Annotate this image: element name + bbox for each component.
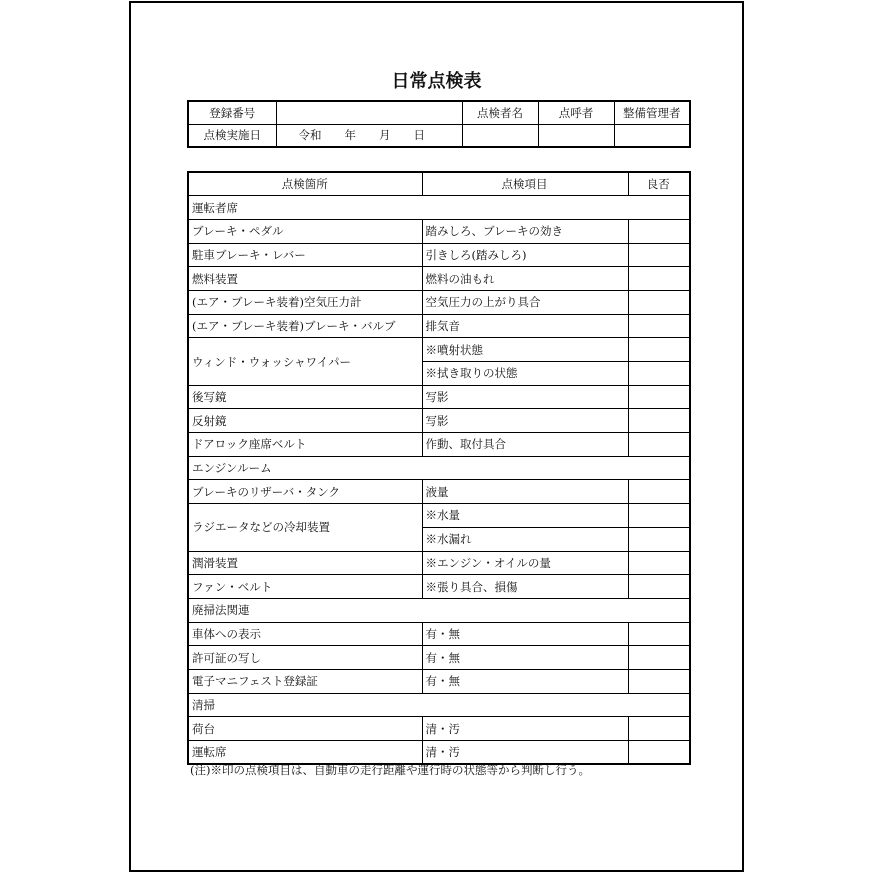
location-cell: ブレーキ・ペダル bbox=[188, 219, 422, 243]
table-row bbox=[188, 646, 690, 670]
item-cell: ※水量 bbox=[422, 504, 628, 528]
result-cell[interactable] bbox=[628, 290, 690, 314]
table-row bbox=[188, 267, 690, 291]
result-cell[interactable] bbox=[628, 314, 690, 338]
item-cell: 作動、取付具合 bbox=[422, 433, 628, 457]
item-cell: 有・無 bbox=[422, 669, 628, 693]
section-row bbox=[188, 196, 690, 220]
table-row bbox=[188, 575, 690, 599]
result-cell[interactable] bbox=[628, 267, 690, 291]
header-row-date bbox=[188, 124, 690, 147]
page-title: 日常点検表 bbox=[391, 71, 482, 92]
table-row bbox=[188, 669, 690, 693]
maintenance-manager-field[interactable] bbox=[614, 124, 690, 147]
item-cell: ※噴射状態 bbox=[422, 338, 628, 362]
inspector-name-label: 点検者名 bbox=[462, 101, 538, 124]
table-row bbox=[188, 338, 690, 362]
item-cell: 液量 bbox=[422, 480, 628, 504]
header-table bbox=[187, 100, 691, 148]
location-cell: 潤滑装置 bbox=[188, 551, 422, 575]
inspection-table bbox=[187, 171, 691, 765]
item-cell: 踏みしろ、ブレーキの効き bbox=[422, 219, 628, 243]
table-row bbox=[188, 504, 690, 528]
column-header-location: 点検箇所 bbox=[188, 172, 422, 196]
maintenance-manager-label: 整備管理者 bbox=[614, 101, 690, 124]
table-row bbox=[188, 551, 690, 575]
result-cell[interactable] bbox=[628, 504, 690, 528]
table-row bbox=[188, 409, 690, 433]
section-label-driver-seat: 運転者席 bbox=[188, 196, 690, 220]
location-cell: ウィンド・ウォッシャワイパー bbox=[188, 338, 422, 385]
table-row bbox=[188, 622, 690, 646]
item-cell: ※拭き取りの状態 bbox=[422, 362, 628, 386]
item-cell: ※エンジン・オイルの量 bbox=[422, 551, 628, 575]
roll-call-field[interactable] bbox=[538, 124, 614, 147]
result-cell[interactable] bbox=[628, 527, 690, 551]
result-cell[interactable] bbox=[628, 362, 690, 386]
section-label-cleaning: 清掃 bbox=[188, 693, 690, 717]
item-cell: 有・無 bbox=[422, 622, 628, 646]
item-cell: 空気圧力の上がり具合 bbox=[422, 290, 628, 314]
item-cell: 燃料の油もれ bbox=[422, 267, 628, 291]
roll-call-label: 点呼者 bbox=[538, 101, 614, 124]
result-cell[interactable] bbox=[628, 575, 690, 599]
table-row bbox=[188, 314, 690, 338]
inspector-name-field[interactable] bbox=[462, 124, 538, 147]
table-row bbox=[188, 433, 690, 457]
table-row bbox=[188, 243, 690, 267]
result-cell[interactable] bbox=[628, 717, 690, 741]
result-cell[interactable] bbox=[628, 741, 690, 765]
location-cell: 後写鏡 bbox=[188, 385, 422, 409]
item-cell: 排気音 bbox=[422, 314, 628, 338]
header-row-registration bbox=[188, 101, 690, 124]
location-cell: ドアロック座席ベルト bbox=[188, 433, 422, 457]
table-row bbox=[188, 290, 690, 314]
location-cell: ラジエータなどの冷却装置 bbox=[188, 504, 422, 551]
section-label-engine-room: エンジンルーム bbox=[188, 456, 690, 480]
item-cell: 引きしろ(踏みしろ) bbox=[422, 243, 628, 267]
location-cell: 反射鏡 bbox=[188, 409, 422, 433]
location-cell: ファン・ベルト bbox=[188, 575, 422, 599]
item-cell: 写影 bbox=[422, 409, 628, 433]
section-row bbox=[188, 456, 690, 480]
table-row bbox=[188, 385, 690, 409]
location-cell: 許可証の写し bbox=[188, 646, 422, 670]
table-row bbox=[188, 717, 690, 741]
result-cell[interactable] bbox=[628, 480, 690, 504]
table-row bbox=[188, 741, 690, 765]
footnote: (注)※印の点検項目は、自動車の走行距離や運行時の状態等から判断し行う。 bbox=[190, 763, 590, 777]
item-cell: 清・汚 bbox=[422, 741, 628, 765]
location-cell: 運転席 bbox=[188, 741, 422, 765]
result-cell[interactable] bbox=[628, 622, 690, 646]
result-cell[interactable] bbox=[628, 551, 690, 575]
result-cell[interactable] bbox=[628, 385, 690, 409]
inspection-date-field[interactable]: 令和 年 月 日 bbox=[276, 124, 462, 147]
column-header-row bbox=[188, 172, 690, 196]
location-cell: ブレーキのリザーバ・タンク bbox=[188, 480, 422, 504]
table-row bbox=[188, 480, 690, 504]
registration-field[interactable] bbox=[276, 101, 462, 124]
location-cell: 荷台 bbox=[188, 717, 422, 741]
inspection-date-label: 点検実施日 bbox=[188, 124, 276, 147]
result-cell[interactable] bbox=[628, 338, 690, 362]
result-cell[interactable] bbox=[628, 433, 690, 457]
item-cell: 有・無 bbox=[422, 646, 628, 670]
section-label-waste-law: 廃掃法関連 bbox=[188, 598, 690, 622]
location-cell: (エア・ブレーキ装着)ブレーキ・バルブ bbox=[188, 314, 422, 338]
location-cell: (エア・ブレーキ装着)空気圧力計 bbox=[188, 290, 422, 314]
result-cell[interactable] bbox=[628, 646, 690, 670]
result-cell[interactable] bbox=[628, 409, 690, 433]
location-cell: 車体への表示 bbox=[188, 622, 422, 646]
column-header-result: 良否 bbox=[628, 172, 690, 196]
location-cell: 電子マニフェスト登録証 bbox=[188, 669, 422, 693]
section-row bbox=[188, 693, 690, 717]
location-cell: 駐車ブレーキ・レバー bbox=[188, 243, 422, 267]
item-cell: ※張り具合、損傷 bbox=[422, 575, 628, 599]
item-cell: 写影 bbox=[422, 385, 628, 409]
result-cell[interactable] bbox=[628, 669, 690, 693]
column-header-item: 点検項目 bbox=[422, 172, 628, 196]
item-cell: ※水漏れ bbox=[422, 527, 628, 551]
item-cell: 清・汚 bbox=[422, 717, 628, 741]
result-cell[interactable] bbox=[628, 243, 690, 267]
section-row bbox=[188, 598, 690, 622]
result-cell[interactable] bbox=[628, 219, 690, 243]
registration-label: 登録番号 bbox=[188, 101, 276, 124]
location-cell: 燃料装置 bbox=[188, 267, 422, 291]
table-row bbox=[188, 219, 690, 243]
